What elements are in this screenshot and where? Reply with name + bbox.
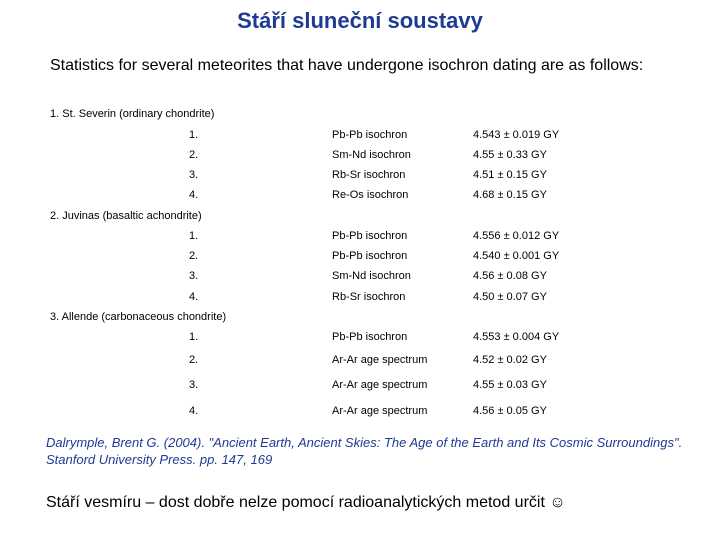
- row-age: 4.55 ± 0.03 GY: [473, 379, 547, 391]
- row-age: 4.51 ± 0.15 GY: [473, 169, 547, 181]
- slide-title: Stáří sluneční soustavy: [237, 8, 483, 33]
- group-label-st-severin: 1. St. Severin (ordinary chondrite): [50, 108, 215, 120]
- row-method: Rb-Sr isochron: [332, 291, 406, 303]
- group-label-juvinas: 2. Juvinas (basaltic achondrite): [50, 210, 202, 222]
- row-method: Re-Os isochron: [332, 189, 409, 201]
- row-number: 1.: [189, 230, 199, 242]
- row-age: 4.556 ± 0.012 GY: [473, 230, 560, 242]
- row-method: Ar-Ar age spectrum: [332, 405, 428, 417]
- row-age: 4.55 ± 0.33 GY: [473, 149, 547, 161]
- row-method: Pb-Pb isochron: [332, 331, 408, 343]
- row-number: 4.: [189, 405, 199, 417]
- row-age: 4.543 ± 0.019 GY: [473, 129, 560, 141]
- group-label-allende: 3. Allende (carbonaceous chondrite): [50, 311, 227, 323]
- row-number: 3.: [189, 169, 199, 181]
- row-method: Sm-Nd isochron: [332, 270, 411, 282]
- row-number: 4.: [189, 291, 199, 303]
- row-method: Pb-Pb isochron: [332, 250, 408, 262]
- intro-text: Statistics for several meteorites that have undergone isochron dating are as follows:: [50, 57, 644, 74]
- row-method: Ar-Ar age spectrum: [332, 379, 428, 391]
- row-age: 4.52 ± 0.02 GY: [473, 354, 547, 366]
- row-age: 4.56 ± 0.05 GY: [473, 405, 547, 417]
- row-method: Pb-Pb isochron: [332, 230, 408, 242]
- row-number: 3.: [189, 379, 199, 391]
- row-method: Sm-Nd isochron: [332, 149, 411, 161]
- footer-text: Stáří vesmíru – dost dobře nelze pomocí radioanalytických metod určit ☺: [46, 494, 566, 511]
- row-method: Pb-Pb isochron: [332, 129, 408, 141]
- row-number: 2.: [189, 250, 199, 262]
- row-age: 4.68 ± 0.15 GY: [473, 189, 547, 201]
- row-age: 4.56 ± 0.08 GY: [473, 270, 547, 282]
- row-number: 2.: [189, 149, 199, 161]
- row-number: 4.: [189, 189, 199, 201]
- row-method: Rb-Sr isochron: [332, 169, 406, 181]
- row-number: 1.: [189, 129, 199, 141]
- citation: Dalrymple, Brent G. (2004). "Ancient Earth, Ancient Skies: The Age of the Earth and Its Cosmic Surroundings". Stanford University Press. pp. 147, 169: [46, 435, 683, 467]
- row-age: 4.553 ± 0.004 GY: [473, 331, 560, 343]
- row-method: Ar-Ar age spectrum: [332, 354, 428, 366]
- row-number: 2.: [189, 354, 199, 366]
- row-age: 4.540 ± 0.001 GY: [473, 250, 560, 262]
- row-age: 4.50 ± 0.07 GY: [473, 291, 547, 303]
- row-number: 1.: [189, 331, 199, 343]
- row-number: 3.: [189, 270, 199, 282]
